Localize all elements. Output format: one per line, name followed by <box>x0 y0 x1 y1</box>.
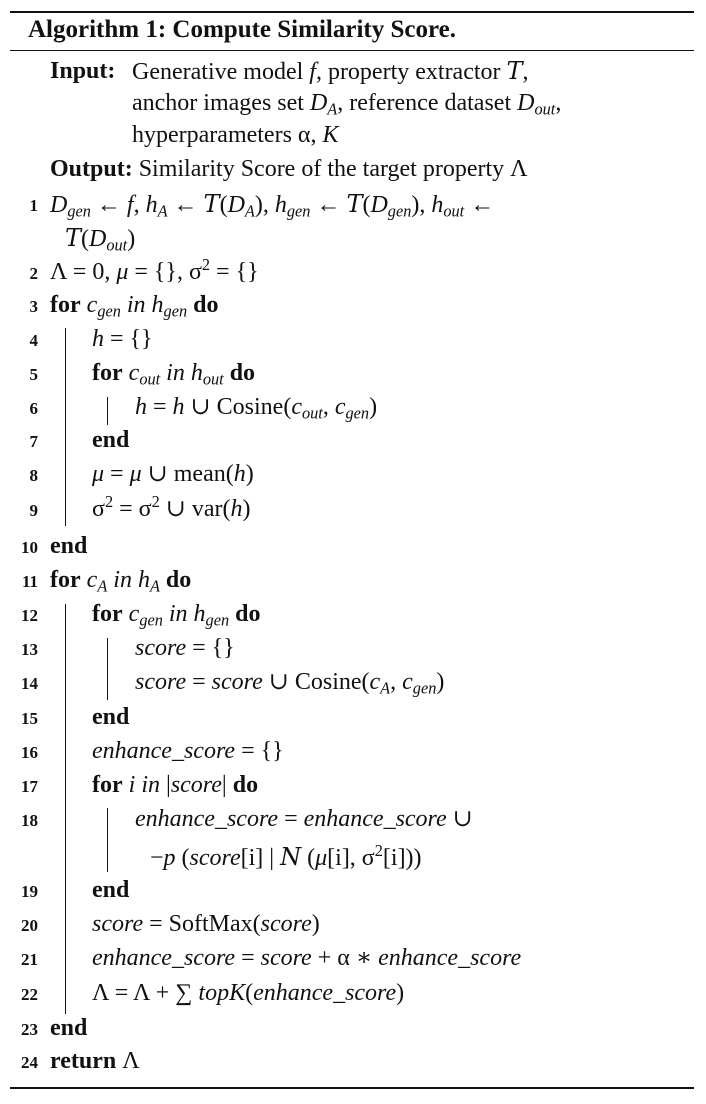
code-line-3: for $c_{gen}$ in $h_{gen}$ do <box>50 292 219 321</box>
code-line-5: for $c_{out}$ in $h_{out}$ do <box>92 360 256 389</box>
code-line-16: enhance_score = {} <box>92 738 284 764</box>
line-number: 3 <box>29 297 38 316</box>
line-number: 11 <box>21 572 38 591</box>
line-number: 21 <box>21 950 38 969</box>
line-number: 12 <box>21 606 38 625</box>
line-number: 5 <box>29 365 38 384</box>
input-text-2: anchor images set $D_A$, reference dataset $D_{out}$, <box>132 90 562 119</box>
code-line-15: end <box>92 704 130 730</box>
line-number: 10 <box>21 538 38 557</box>
code-line-22: Λ = Λ + ∑ topK(enhance_score) <box>92 980 405 1006</box>
code-line-10: end <box>50 533 88 559</box>
line-number: 2 <box>29 264 38 283</box>
line-number: 16 <box>21 743 38 762</box>
code-line-12: for $c_{gen}$ in $h_{gen}$ do <box>92 601 261 630</box>
input-text-1: Generative model f, property extractor T, <box>132 57 529 85</box>
line-number: 18 <box>21 811 38 830</box>
line-number: 8 <box>29 466 38 485</box>
indent-bar-loop-4 <box>107 638 108 700</box>
code-line-21: enhance_score = score + α ∗ enhance_score <box>92 945 522 971</box>
line-number: 23 <box>21 1020 38 1039</box>
line-number: 13 <box>21 640 38 659</box>
algorithm-title: Algorithm 1: Compute Similarity Score. <box>28 16 456 43</box>
line-number: 15 <box>21 709 38 728</box>
input-text-3: hyperparameters α, K <box>132 122 339 148</box>
indent-bar-loop-5 <box>107 808 108 872</box>
title-rule <box>10 50 694 51</box>
indent-bar-loop-2 <box>107 397 108 425</box>
code-line-4: h = {} <box>92 326 153 352</box>
code-line-18: enhance_score = enhance_score ∪ <box>135 806 473 832</box>
code-line-13: score = {} <box>135 635 235 661</box>
code-line-1: $D_{gen}$ ← f, $h_A$ ← $T(D_A)$, $h_{gen}$ ← $T(D_{gen})$, $h_{out}$ ← <box>50 190 495 221</box>
output-label: Output: <box>50 156 133 182</box>
input-label: Input: <box>50 58 116 84</box>
line-number: 9 <box>29 501 38 520</box>
line-number: 7 <box>29 432 38 451</box>
indent-bar-loop-3 <box>65 604 66 1014</box>
output-line <box>50 153 528 185</box>
code-line-24: return Λ <box>50 1048 140 1074</box>
line-number: 19 <box>21 882 38 901</box>
line-number: 20 <box>21 916 38 935</box>
line-number: 17 <box>21 777 38 796</box>
code-line-8: μ = μ ∪ mean(h) <box>92 461 254 487</box>
line-number: 6 <box>29 399 38 418</box>
bottom-rule <box>10 1087 694 1089</box>
code-line-9: $\sigma^2 = \sigma^2$ ∪ var(h) <box>92 492 251 522</box>
line-number: 1 <box>29 196 38 215</box>
code-line-23: end <box>50 1015 88 1041</box>
code-line-14: score = score ∪ $Cosine(c_A$, $c_{gen}$) <box>135 669 445 698</box>
code-line-20: score = SoftMax(score) <box>92 911 320 937</box>
code-line-18-cont: −p (score[i] | N (μ[i], $\sigma^2[i]$)) <box>150 841 422 871</box>
line-number: 14 <box>21 674 38 693</box>
line-number: 22 <box>21 985 38 1004</box>
input-line-1 <box>50 55 115 87</box>
code-line-2: Λ = 0, μ = {}, $\sigma^2$ = {} <box>50 255 259 285</box>
code-line-17: for i in |score| do <box>92 772 259 798</box>
indent-bar-loop-1 <box>65 328 66 526</box>
code-line-6: h = h ∪ $Cosine(c_{out}$, $c_{gen}$) <box>135 394 378 423</box>
code-line-19: end <box>92 877 130 903</box>
output-text: Similarity Score of the target property Λ <box>138 156 528 182</box>
line-number: 4 <box>29 331 38 350</box>
line-number: 24 <box>21 1053 38 1072</box>
code-line-11: for $c_A$ in $h_A$ do <box>50 567 192 596</box>
code-line-1-cont: $T(D_{out})$ <box>65 224 136 255</box>
code-line-7: end <box>92 427 130 453</box>
